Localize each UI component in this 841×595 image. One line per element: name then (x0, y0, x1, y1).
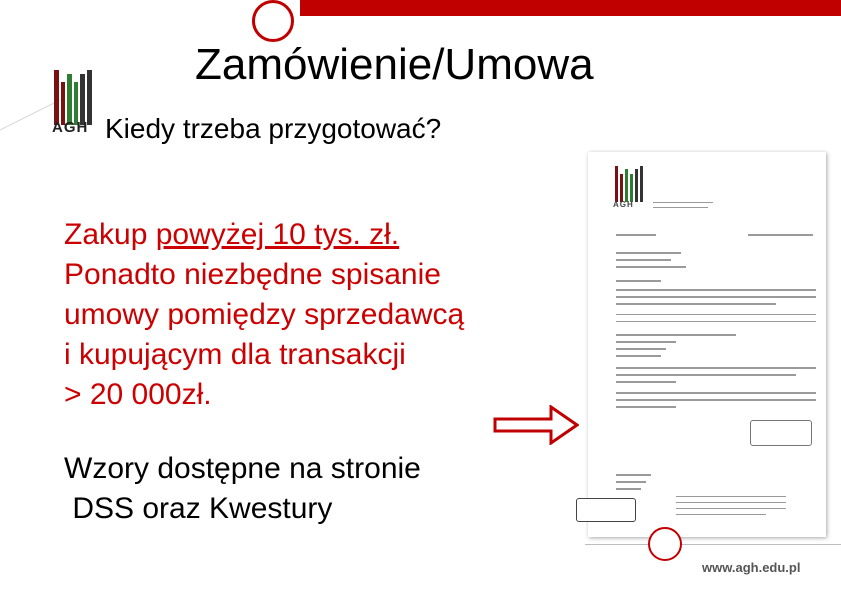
doc-logo-label: AGH (613, 200, 634, 209)
doc-line (616, 252, 681, 254)
body-line-1-prefix: Zakup (64, 218, 156, 251)
doc-line (653, 207, 708, 208)
threshold-underlined: powyżej 10 tys. zł. (155, 218, 400, 251)
templates-line-2: DSS oraz Kwestury (64, 492, 333, 525)
body-text (64, 215, 584, 415)
doc-line (616, 280, 661, 282)
slide-title: Zamówienie/Umowa (195, 40, 594, 89)
doc-line (653, 202, 713, 203)
templates-line-1: Wzory dostępne na stronie (64, 452, 421, 485)
doc-line (616, 266, 686, 268)
body-line-4: i kupującym dla transakcji (64, 338, 406, 371)
website-url: www.agh.edu.pl (702, 560, 801, 575)
doc-line (616, 488, 641, 490)
doc-line (616, 334, 736, 336)
body-line-5: > 20 000zł. (64, 378, 212, 411)
contract-document-thumbnail (588, 152, 826, 537)
doc-line (616, 303, 776, 305)
doc-line (616, 374, 796, 376)
bottom-decorative-circle (648, 527, 682, 561)
doc-line (616, 314, 816, 315)
body-line-2: Ponadto niezbędne spisanie (64, 258, 441, 291)
doc-line (616, 289, 816, 291)
doc-line (616, 481, 646, 483)
doc-line (616, 367, 816, 369)
doc-line (616, 296, 816, 298)
doc-line (616, 474, 651, 476)
bottom-divider (585, 544, 841, 545)
doc-line (616, 399, 816, 401)
slide-subtitle: Kiedy trzeba przygotować? (105, 113, 442, 144)
doc-line (616, 355, 661, 357)
doc-line (676, 514, 766, 515)
top-decorative-circle (252, 0, 294, 42)
right-arrow-icon (493, 405, 579, 445)
body-line-3: umowy pomiędzy sprzedawcą (64, 298, 465, 331)
doc-signature-box (750, 420, 812, 446)
doc-line (676, 502, 786, 503)
doc-line (616, 321, 816, 322)
doc-line (616, 381, 676, 383)
doc-line (676, 508, 786, 509)
doc-line (616, 341, 676, 343)
doc-line (616, 259, 671, 261)
doc-line (616, 348, 666, 350)
doc-line (616, 234, 656, 236)
logo-label: AGH (52, 119, 89, 136)
top-accent-bar (300, 0, 841, 16)
doc-stamp-box (576, 498, 636, 522)
body-line-1 (64, 215, 584, 255)
doc-line (676, 496, 786, 497)
doc-line (748, 234, 813, 236)
templates-note (64, 449, 584, 529)
doc-line (616, 392, 816, 394)
doc-line (616, 406, 676, 408)
